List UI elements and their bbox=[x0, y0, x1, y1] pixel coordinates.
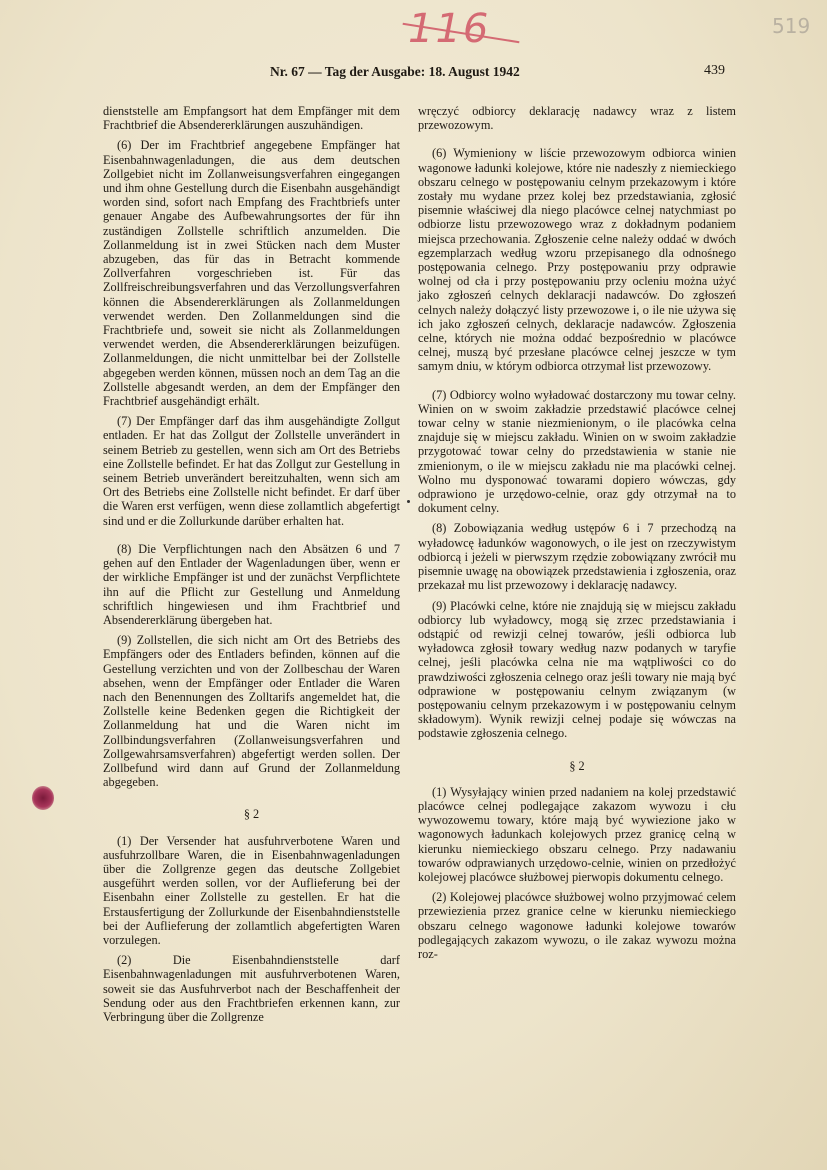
paragraph-9: (9) Zollstellen, die sich nicht am Ort des Betriebs des Empfängers oder des Entladers befinden, können auf die Gestellung verzichten und von der Zollbeschau der Waren absehen, wenn der Empfänger oder Entlader die Waren nach den Benennungen des Zolltarifs angemeldet hat, die Zollstelle keine Bedenken gegen die Richtigkeit der Zollanmeldung hat und die Waren nicht im Zollbindungsverfahren (Zollanweisungsverfahren und Zollgewahrsamsverfahren) abgefertigt werden sollen. Der Zollbefund wird dann auf Grund der Zollanmeldung abgegeben. bbox=[103, 633, 400, 790]
german-column bbox=[103, 104, 400, 1030]
paragraph-8: (8) Zobowiązania według ustępów 6 i 7 przechodzą na wyładowcę ładunków wagonowych, o ile jest on rzeczywistym odbiorcą i jeżeli w pierwszym rzędzie zobowiązany zwrócił mu pisemnie uwagę na obowiązek przedstawienia i zgłoszenia, oraz przekazał mu list przewozowy i deklarację nadawcy. bbox=[418, 521, 736, 593]
section-2-paragraph-1: (1) Wysyłający winien przed nadaniem na kolej przedstawić placówce celnej podlegające zakazom wywozu i cłu wywozowemu towary, które mają być wywiezione jako w wagonowych ładunkach kolejowych przez granicę celną w kierunku niemieckiego obszaru celnego. Przy nadawaniu towarów odprawianych urzędowo-celnie, winien on przedłożyć kolejowej placówce służbowej pierwopis dokumentu celnego. bbox=[418, 784, 736, 884]
paragraph-7: (7) Der Empfänger darf das ihm ausgehändigte Zollgut entladen. Er hat das Zollgut der Zollstelle unverändert in seinem Betrieb zu gestellen, wenn sich am Ort des Betriebs eine Zollstelle befindet. Er hat das Zollgut zur Gestellung in seinem Betrieb unverändert bereitzuhalten, wenn sich am Ort des Betriebs eine Zollstelle nicht befindet. Er darf über die Waren erst verfügen, wenn diese zollamtlich abgefertigt sind und er die Zollurkunde darüber erhalten hat. bbox=[103, 414, 400, 528]
pencil-page-number: 519 bbox=[772, 14, 811, 38]
polish-column bbox=[418, 104, 736, 967]
section-heading: § 2 bbox=[569, 758, 585, 773]
paragraph-continuation: dienststelle am Empfangsort hat dem Empfänger mit dem Frachtbrief die Absendererklärungen auszuhändigen. bbox=[103, 104, 400, 133]
handwritten-page-number bbox=[408, 6, 490, 52]
handwritten-number-text: 116 bbox=[408, 6, 491, 52]
section-2-paragraph-2: (2) Kolejowej placówce służbowej wolno przyjmować celem przewiezienia przez granice celne w kierunku niemieckiego obszaru celnego wagonowe ładunki kolejowe towarów podlegających zakazom wywozu, o ile zakaz wywozu można roz- bbox=[418, 890, 736, 961]
page-number: 439 bbox=[704, 63, 725, 78]
paragraph-8: (8) Die Verpflichtungen nach den Absätzen 6 und 7 gehen auf den Entlader der Wagenladungen über, wenn er der wirkliche Empfänger ist und der zunächst Verpflichtete ihn auf die Pflicht zur Gestellung und Anmeldung schriftlich hingewiesen und ihm Frachtbrief und Absendererklärung übergeben hat. bbox=[103, 541, 400, 627]
section-2-paragraph-1: (1) Der Versender hat ausfuhrverbotene Waren und ausfuhrzollbare Waren, die in Eisenbahnwagenladungen über die Zollgrenze gegen das deutsche Zollgebiet ausgeführt werden sollen, vor der Auflieferung bei der Eisenbahn einer Zollstelle zu gestellen. Er hat die Erstausfertigung der Zollurkunde der Eisenbahndienststelle bei der Auflieferung der zollamtlich abgefertigten Waren vorzulegen. bbox=[103, 833, 400, 947]
paragraph-6: (6) Der im Frachtbrief angegebene Empfänger hat Eisenbahnwagenladungen, die aus dem deutschen Zollgebiet nicht im Zollanweisungsverfahren eingegangen und ihm ohne Gestellung durch die Eisenbahn ausgehändigt worden sind, sofort nach Empfang des Frachtbriefs unter genauer Angabe des Aufbewahrungsortes der für ihn zuständigen Zollstelle schriftlich anzumelden. Die Zollanmeldung ist in zwei Stücken nach dem Muster abzugeben, das für das in Betracht kommende Zollverfahren vorgeschrieben ist. Für das Zollfreischreibungsverfahren und das Verzollungsverfahren können die Absendererklärungen als Zollanmeldungen verwendet werden. Den Zollanmeldungen sind die Frachtbriefe und, soweit sie nicht als Zollanmeldungen verwendet werden, die Absendererklärungen beizufügen. Zollanmeldungen, die nicht unmittelbar bei der Zollstelle abgegeben werden können, müssen noch an dem Tag an die Zollstelle abgesandt werden, an dem der Empfänger den Frachtbrief ausgehändigt erhält. bbox=[103, 138, 400, 409]
issue-header: Nr. 67 — Tag der Ausgabe: 18. August 1942 bbox=[270, 64, 520, 79]
section-heading: § 2 bbox=[243, 807, 260, 822]
section-2-paragraph-2: (2) Die Eisenbahndienststelle darf Eisenbahnwagenladungen mit ausfuhrverbotenen Waren, soweit sie das Ausfuhrverbot nach der Beschaffenheit der Sendung oder aus den Frachtbriefen erkennen kann, zur Verbringung über die Zollgrenze bbox=[103, 953, 400, 1024]
ink-stain bbox=[32, 786, 54, 810]
paragraph-continuation: wręczyć odbiorcy deklarację nadawcy wraz z listem przewozowym. bbox=[418, 104, 736, 133]
paragraph-7: (7) Odbiorcy wolno wyładować dostarczony mu towar celny. Winien on w swoim zakładzie przedstawić placówce celnej towar celny w stanie niezmienionym, o ile placówka celna znajduje się w miejscu zakładu. Winien on w swoim zakładzie przygotować towar celny do przedstawienia w stanie nie zmienionym, o ile w miejscu zakładu nie ma placówki celnej. Wolno mu dysponować towarami dopiero wówczas, gdy odprawiono je urzędowo-celnie, oraz gdy otrzymał na to dokument celny. bbox=[418, 387, 736, 516]
paragraph-6: (6) Wymieniony w liście przewozowym odbiorca winien wagonowe ładunki kolejowe, które nie nadeszły z niemieckiego obszaru celnego w postępowaniu celnym przekazowym i które zostały mu wydane przez kolej bez przedstawiania, zgłosić pisemnie właściwej dla niego placówce celnej natychmiast po odbiorze listu przewozowego wraz z dokładnym podaniem miejsca przechowania. Zgłoszenie celne należy oddać w dwóch egzemplarzach według wzoru przepisanego dla odnośnego postępowania celnego. Przy postępowaniu przy odprawie wolnej od cła i przy postępowaniu przy ocleniu można użyć jako zgłoszeń celnych deklaracji nadawców. Do zgłoszeń celnych należy dołączyć listy przewozowe i, o ile nie używa się ich jako zgłoszeń celnych, deklaracje nadawców. Zgłoszenia celne, których nie można oddać bezpośrednio w placówce celnej, muszą być przesłane placówce celnej jeszcze w tym samym dniu, w którym odbiorca otrzymał list przewozowy. bbox=[418, 146, 736, 374]
ink-dot bbox=[407, 500, 410, 503]
paragraph-9: (9) Placówki celne, które nie znajdują się w miejscu zakładu odbiorcy lub wyładowcy, mogą się zrzec przedstawiania i odstąpić od rewizji celnej towarów, jeśli odbiorca lub wyładowca zgłosił towary według nazw podanych w taryfie celnej, jeśli placówka celna nie ma wątpliwości co do prawdziwości zgłoszenia celnego oraz jeśli towary nie mają być odprawione w postępowaniu celnym związanym (w postępowaniu celnym przekazowym i w postępowaniu celnym składowym). Wynik rewizji celnej podaje się wówczas na podstawie zgłoszenia celnego. bbox=[418, 598, 736, 741]
